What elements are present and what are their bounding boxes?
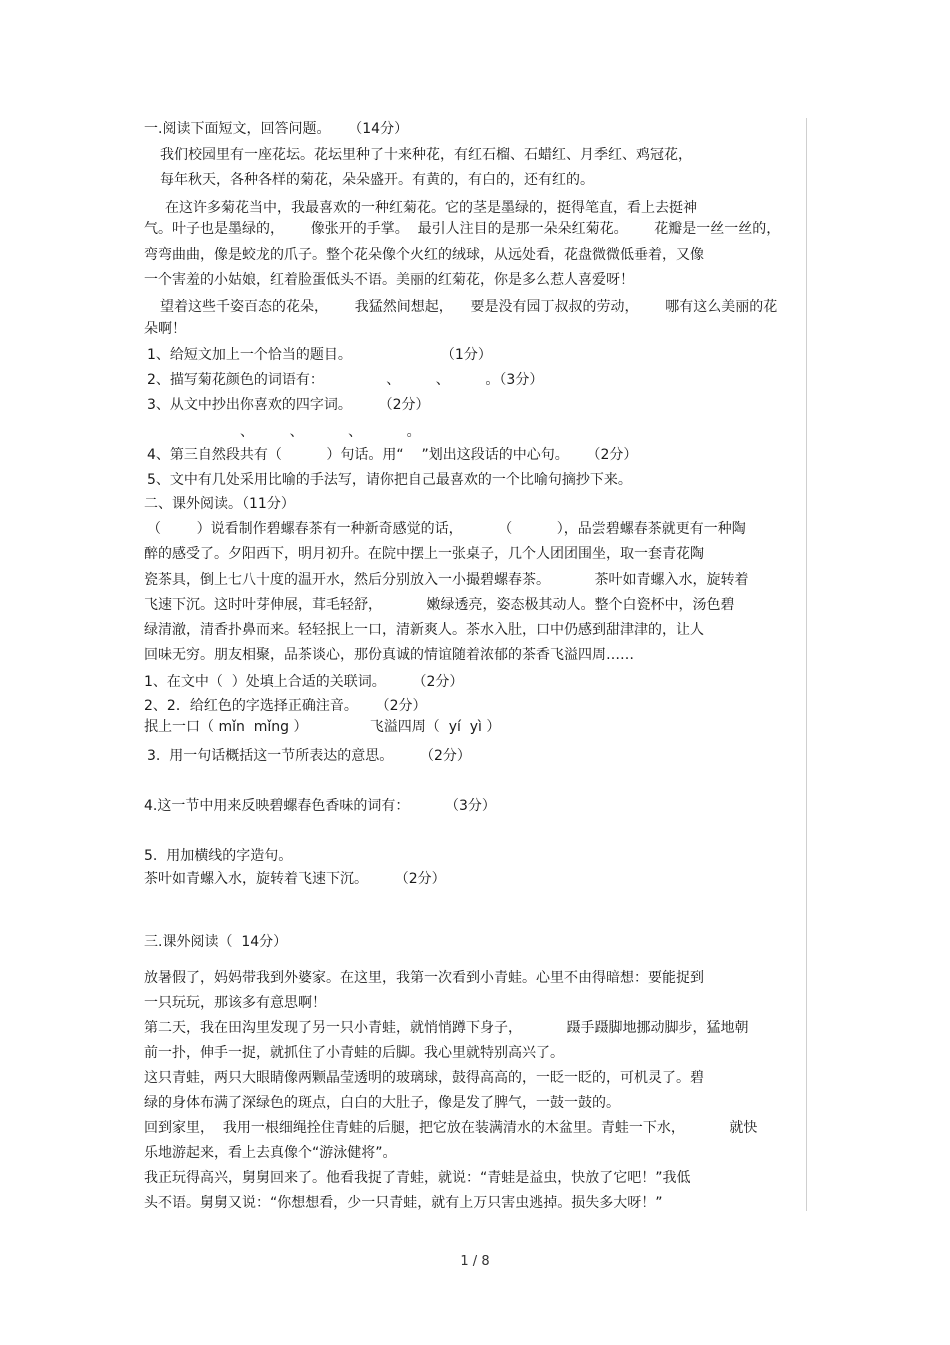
text-line: 瓷茶具，倒上七八十度的温开水，然后分别放入一小撮碧螺春茶。 茶叶如青螺入水，旋转着 [144,572,749,588]
text-line: 1、给短文加上一个恰当的题目。 （1分） [147,347,492,363]
text-line: 1、在文中（ ）处填上合适的关联词。 （2分） [144,674,464,690]
text-line: 在这许多菊花当中，我最喜欢的一种红菊花。它的茎是墨绿的，挺得笔直，看上去挺神 [165,200,697,216]
text-line: 绿清澈，清香扑鼻而来。轻轻抿上一口，清新爽人。茶水入肚，口中仍感到甜津津的，让人 [144,622,704,638]
text-line: 2、描写菊花颜色的词语有： 、 、 。（3分） [147,372,544,388]
text-line: 我们校园里有一座花坛。花坛里种了十来种花，有红石榴、石蜡红、月季红、鸡冠花， [160,147,692,163]
text-line: 二、课外阅读。（11分） [144,496,295,512]
page-number: 1 / 8 [460,1254,490,1269]
text-line: 头不语。舅舅又说：“你想想看，少一只青蛙，就有上万只害虫逃掉。损失多大呀！” [144,1195,663,1211]
text-line: 每年秋天，各种各样的菊花，朵朵盛开。有黄的，有白的，还有红的。 [160,172,594,188]
text-line: 5. 用加横线的字造句。 [144,848,293,864]
text-line: 朵啊！ [144,321,186,337]
text-line: 抿上一口（ mǐn mǐng ） 飞溢四周（ yí yì ） [144,719,501,735]
text-line: 气。叶子也是墨绿的， 像张开的手掌。 最引人注目的是那一朵朵红菊花。 花瓣是一丝一丝的， [144,221,781,237]
text-line: 4、第三自然段共有（ ）句话。用“ ”划出这段话的中心句。 （2分） [147,447,638,463]
text-line: 乐地游起来，看上去真像个“游泳健将”。 [144,1145,397,1161]
text-line: 3、从文中抄出你喜欢的四字词。 （2分） [147,397,430,413]
text-line: 弯弯曲曲，像是蛟龙的爪子。整个花朵像个火红的绒球，从远处看，花盘微微低垂着，又像 [144,247,704,263]
text-line: 前一扑，伸手一捉，就抓住了小青蛙的后脚。我心里就特别高兴了。 [144,1045,564,1061]
text-line: 这只青蛙，两只大眼睛像两颗晶莹透明的玻璃球，鼓得高高的，一眨一眨的，可机灵了。碧 [144,1070,704,1086]
text-line: 茶叶如青螺入水，旋转着飞速下沉。 （2分） [144,871,446,887]
text-line: 一个害羞的小姑娘，红着脸蛋低头不语。美丽的红菊花，你是多么惹人喜爱呀！ [144,272,634,288]
text-line: 一.阅读下面短文，回答问题。 （14分） [144,121,409,137]
text-line: 一只玩玩，那该多有意思啊！ [144,995,326,1011]
text-line: 飞速下沉。这时叶芽伸展，茸毛轻舒， 嫩绿透亮，姿态极其动人。整个白瓷杯中，汤色碧 [144,597,735,613]
text-line: 、 、 、 。 [240,424,421,440]
text-line: 绿的身体布满了深绿色的斑点，白白的大肚子，像是发了脾气，一鼓一鼓的。 [144,1095,620,1111]
text-line: 三.课外阅读（ 14分） [144,934,288,950]
text-line: 醉的感受了。夕阳西下，明月初升。在院中摆上一张桌子，几个人团团围坐，取一套青花陶 [144,546,704,562]
text-line: 回味无穷。朋友相聚，品茶谈心，那份真诚的情谊随着浓郁的茶香飞溢四周…… [144,647,634,663]
text-line: 3. 用一句话概括这一节所表达的意思。 （2分） [147,748,471,764]
text-line: 4.这一节中用来反映碧螺春色香味的词有： （3分） [144,798,496,814]
text-line: 我正玩得高兴，舅舅回来了。他看我捉了青蛙，就说：“青蛙是益虫，快放了它吧！”我低 [144,1170,691,1186]
right-margin-rule [806,118,807,1211]
text-line: 2、2．给红色的字选择正确注音。 （2分） [144,698,427,714]
text-line: 5、文中有几处采用比喻的手法写，请你把自己最喜欢的一个比喻句摘抄下来。 [147,472,632,488]
text-line: （ ）说看制作碧螺春茶有一种新奇感觉的话， （ ），品尝碧螺春茶就更有一种陶 [147,521,746,537]
text-line: 望着这些千姿百态的花朵， 我猛然间想起， 要是没有园丁叔叔的劳动， 哪有这么美丽的花 [160,299,778,315]
text-line: 回到家里， 我用一根细绳拴住青蛙的后腿，把它放在装满清水的木盆里。青蛙一下水， 就快 [144,1120,758,1136]
text-line: 放暑假了，妈妈带我到外婆家。在这里，我第一次看到小青蛙。心里不由得暗想：要能捉到 [144,970,704,986]
text-line: 第二天，我在田沟里发现了另一只小青蛙，就悄悄蹲下身子， 蹑手蹑脚地挪动脚步，猛地朝 [144,1020,749,1036]
